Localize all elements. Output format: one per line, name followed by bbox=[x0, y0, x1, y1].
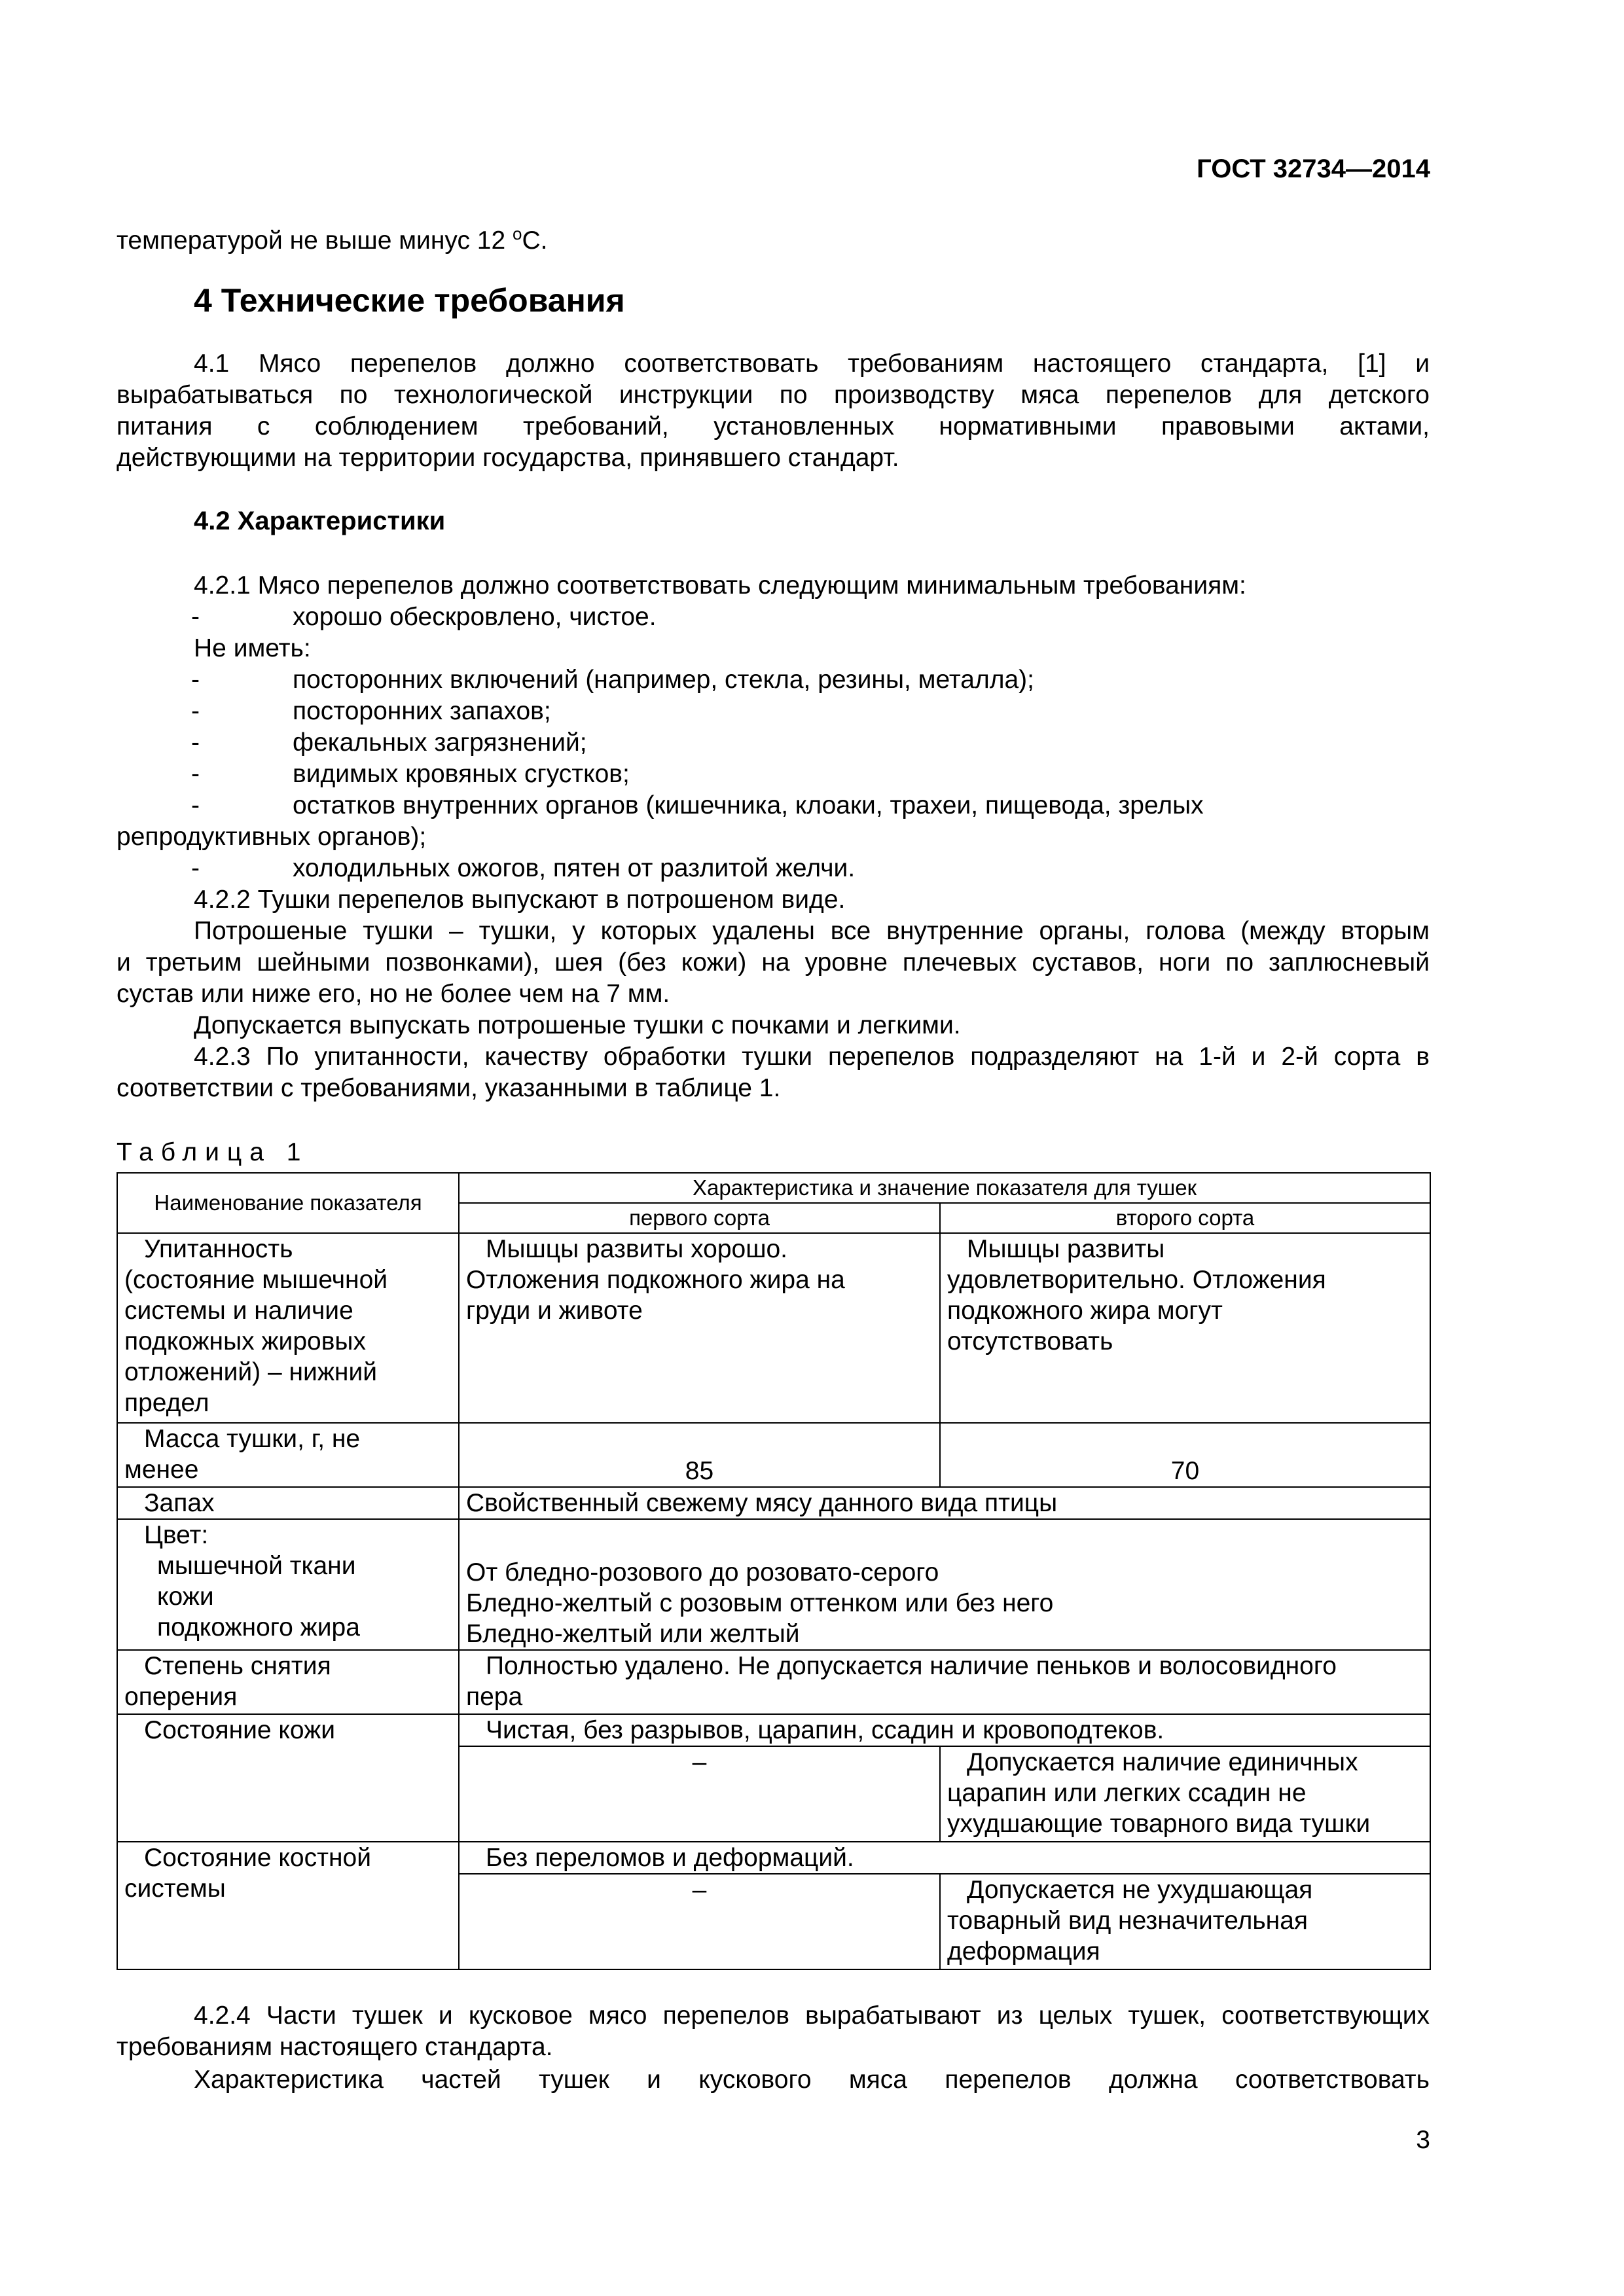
skin-second-grade: Допускается наличие единичных царапин или легких ссадин не ухудшающие товарного вида тушки bbox=[940, 1746, 1430, 1842]
table-row bbox=[117, 1842, 1430, 1874]
paragraph-4-1-line-4: действующими на территории государства, принявшего стандарт. bbox=[117, 444, 899, 472]
paragraph-4-1-line-1: 4.1 Мясо перепелов должно соответствовать требованиям настоящего стандарта, [1] и bbox=[194, 350, 1430, 378]
paragraph-4-2-3-line-1: 4.2.3 По упитанности, качеству обработки тушки перепелов подразделяют на 1-й и 2-й сорта в bbox=[194, 1043, 1430, 1071]
paragraph-4-2-1: 4.2.1 Мясо перепелов должно соответствовать следующим минимальным требованиям: bbox=[194, 571, 1246, 600]
smell-value: Свойственный свежему мясу данного вида птицы bbox=[459, 1487, 1430, 1519]
table-row bbox=[117, 1519, 1430, 1650]
dash-marker: - bbox=[191, 697, 200, 725]
degree-sign: о bbox=[513, 224, 522, 243]
table-caption: Таблица 1 bbox=[117, 1138, 309, 1166]
header-characteristic-group: Характеристика и значение показателя для тушек bbox=[459, 1173, 1430, 1203]
list-item bbox=[0, 790, 1624, 821]
dash-marker: - bbox=[191, 791, 200, 819]
color-values: От бледно-розового до розовато-серого Бледно-желтый с розовым оттенком или без него Бледно-желтый или желтый bbox=[459, 1519, 1430, 1650]
paragraph-4-1-line-2: вырабатываться по технологической инструкции по производству мяса перепелов для детского bbox=[117, 381, 1430, 409]
paragraph-4-2-3-line-2: соответствии с требованиями, указанными в таблице 1. bbox=[117, 1074, 781, 1102]
not-have-label: Не иметь: bbox=[194, 634, 311, 662]
dash-marker: - bbox=[191, 728, 200, 757]
list-item-text: остатков внутренних органов (кишечника, клоаки, трахеи, пищевода, зрелых bbox=[293, 791, 1204, 819]
fatness-first-grade: Мышцы развиты хорошо. Отложения подкожного жира на груди и животе bbox=[459, 1233, 940, 1423]
paragraph-4-2-4-line-2: требованиям настоящего стандарта. bbox=[117, 2033, 553, 2061]
dash-marker: - bbox=[191, 666, 200, 694]
paragraph-gutted-line-1: Потрошеные тушки – тушки, у которых удалены все внутренние органы, голова (между вторым bbox=[194, 917, 1430, 945]
list-item bbox=[0, 759, 1624, 790]
table-row bbox=[117, 1650, 1430, 1714]
list-item-text: холодильных ожогов, пятен от разлитой желчи. bbox=[293, 854, 856, 882]
row-name-smell: Запах bbox=[117, 1487, 459, 1519]
table-row bbox=[117, 1423, 1430, 1487]
table-header-row bbox=[117, 1173, 1430, 1203]
paragraph-gutted-line-3: сустав или ниже его, но не более чем на 7 мм. bbox=[117, 980, 670, 1008]
list-item-text: посторонних запахов; bbox=[293, 697, 551, 725]
header-indicator-name: Наименование показателя bbox=[117, 1173, 459, 1233]
row-name-skin: Состояние кожи bbox=[117, 1714, 459, 1842]
row-name-color: Цвет: мышечной ткани кожи подкожного жира bbox=[117, 1519, 459, 1650]
row-name-mass: Масса тушки, г, не менее bbox=[117, 1423, 459, 1487]
header-first-grade: первого сорта bbox=[459, 1203, 940, 1233]
list-item-text: посторонних включений (например, стекла, резины, металла); bbox=[293, 666, 1034, 694]
row-name-fatness: Упитанность (состояние мышечной системы и наличие подкожных жировых отложений) – нижний предел bbox=[117, 1233, 459, 1423]
header-second-grade: второго сорта bbox=[940, 1203, 1430, 1233]
dash-marker: - bbox=[191, 603, 200, 631]
paragraph-4-2-4-line-1: 4.2.4 Части тушек и кусковое мясо перепелов вырабатывают из целых тушек, соответствующих bbox=[194, 2001, 1430, 2030]
list-item bbox=[0, 853, 1624, 884]
dash-marker: - bbox=[191, 854, 200, 882]
table-row bbox=[117, 1714, 1430, 1746]
paragraph-allowed: Допускается выпускать потрошеные тушки с почками и легкими. bbox=[194, 1011, 961, 1039]
intro-line bbox=[117, 218, 547, 257]
list-item bbox=[0, 696, 1624, 727]
page-number: 3 bbox=[1416, 2126, 1430, 2154]
mass-first-grade: 85 bbox=[459, 1423, 940, 1487]
skin-common: Чистая, без разрывов, царапин, ссадин и кровоподтеков. bbox=[459, 1714, 1430, 1746]
requirement-item bbox=[0, 601, 1624, 633]
table-row bbox=[117, 1487, 1430, 1519]
intro-suffix: С. bbox=[522, 226, 548, 255]
row-name-bone: Состояние костной системы bbox=[117, 1842, 459, 1969]
table-1 bbox=[117, 1172, 1431, 1970]
requirement-text: хорошо обескровлено, чистое. bbox=[293, 603, 657, 631]
paragraph-4-2-2: 4.2.2 Тушки перепелов выпускают в потрошеном виде. bbox=[194, 886, 846, 914]
list-item bbox=[0, 727, 1624, 759]
list-item-text: фекальных загрязнений; bbox=[293, 728, 587, 757]
fatness-second-grade: Мышцы развиты удовлетворительно. Отложения подкожного жира могут отсутствовать bbox=[940, 1233, 1430, 1423]
paragraph-gutted-line-2: и третьим шейными позвонками), шея (без кожи) на уровне плечевых суставов, ноги по заплюсневый bbox=[117, 948, 1430, 977]
feather-value: Полностью удалено. Не допускается наличие пеньков и волосовидного пера bbox=[459, 1650, 1430, 1714]
skin-first-grade: – bbox=[459, 1746, 940, 1842]
list-item-text: видимых кровяных сгустков; bbox=[293, 760, 630, 788]
intro-prefix: температурой не выше минус 12 bbox=[117, 226, 513, 255]
bone-second-grade: Допускается не ухудшающая товарный вид незначительная деформация bbox=[940, 1874, 1430, 1969]
row-name-feather: Степень снятия оперения bbox=[117, 1650, 459, 1714]
bone-first-grade: – bbox=[459, 1874, 940, 1969]
dash-marker: - bbox=[191, 760, 200, 788]
paragraph-last-line: Характеристика частей тушек и кускового мяса перепелов должна соответствовать bbox=[194, 2066, 1430, 2094]
paragraph-4-1-line-3: питания с соблюдением требований, установленных нормативными правовыми актами, bbox=[117, 412, 1430, 440]
subsection-title-4-2: 4.2 Характеристики bbox=[194, 507, 446, 535]
bone-common: Без переломов и деформаций. bbox=[459, 1842, 1430, 1874]
section-title: 4 Технические требования bbox=[194, 282, 625, 319]
table-row bbox=[117, 1233, 1430, 1423]
mass-second-grade: 70 bbox=[940, 1423, 1430, 1487]
list-item-continuation: репродуктивных органов); bbox=[117, 823, 427, 851]
list-item bbox=[0, 664, 1624, 696]
document-code: ГОСТ 32734—2014 bbox=[1197, 154, 1430, 183]
